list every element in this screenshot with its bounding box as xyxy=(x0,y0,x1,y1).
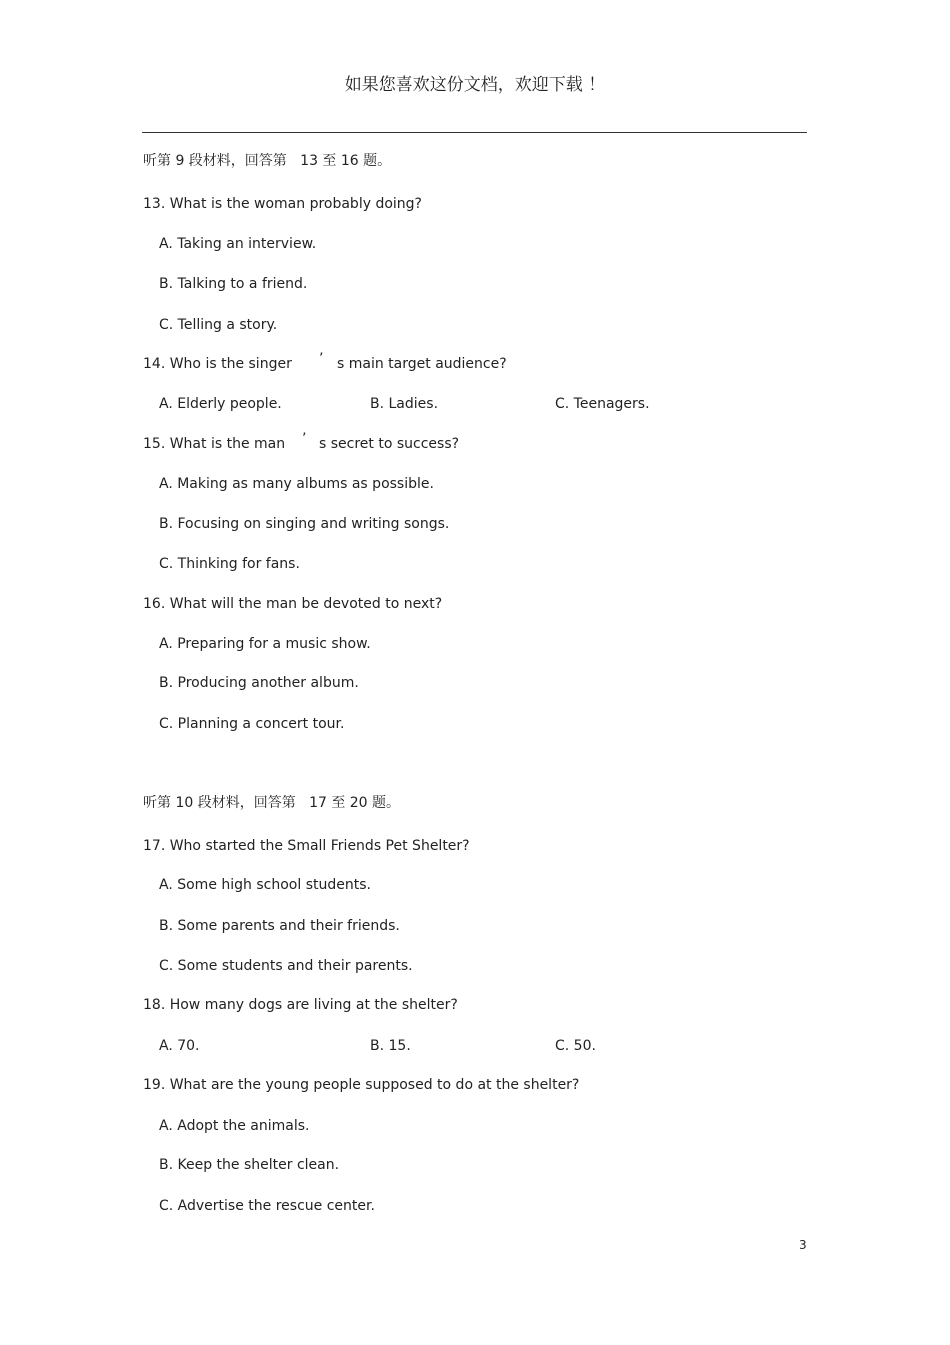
option-19-b: B. Keep the shelter clean. xyxy=(159,1157,340,1173)
section-heading: 听第 9 段材料，回答第 13 至 16 题。 xyxy=(143,153,392,169)
option-18-c: C. 50. xyxy=(555,1038,596,1054)
option-19-a: A. Adopt the animals. xyxy=(159,1118,310,1134)
option-18-b: B. 15. xyxy=(370,1038,411,1054)
question-15-part-b: s secret to success? xyxy=(319,436,460,452)
question-15-part-a: 15. What is the man xyxy=(143,436,286,452)
question-15-apostrophe: ’ xyxy=(302,431,307,447)
question-14-part-b: s main target audience? xyxy=(337,356,507,372)
page-header-title: 如果您喜欢这份文档，欢迎下载 ！ xyxy=(344,75,606,95)
header-divider xyxy=(142,132,807,133)
option-18-a: A. 70. xyxy=(159,1038,200,1054)
option-14-b: B. Ladies. xyxy=(370,396,439,412)
question-14-part-a: 14. Who is the singer xyxy=(143,356,292,372)
question-14-apostrophe: ’ xyxy=(319,351,324,367)
option-17-c: C. Some students and their parents. xyxy=(159,958,413,974)
option-16-c: C. Planning a concert tour. xyxy=(159,716,345,732)
question-18: 18. How many dogs are living at the shelter? xyxy=(143,997,458,1013)
option-15-c: C. Thinking for fans. xyxy=(159,556,300,572)
option-15-a: A. Making as many albums as possible. xyxy=(159,476,434,492)
question-19: 19. What are the young people supposed to do at the shelter? xyxy=(143,1077,580,1093)
option-17-b: B. Some parents and their friends. xyxy=(159,918,400,934)
option-13-c: C. Telling a story. xyxy=(159,317,278,333)
question-13: 13. What is the woman probably doing? xyxy=(143,196,422,212)
page-number: 3 xyxy=(799,1238,807,1252)
option-16-a: A. Preparing for a music show. xyxy=(159,636,371,652)
option-14-c: C. Teenagers. xyxy=(555,396,650,412)
option-13-b: B. Talking to a friend. xyxy=(159,276,308,292)
option-13-a: A. Taking an interview. xyxy=(159,236,317,252)
option-15-b: B. Focusing on singing and writing songs. xyxy=(159,516,450,532)
question-16: 16. What will the man be devoted to next? xyxy=(143,596,443,612)
option-17-a: A. Some high school students. xyxy=(159,877,371,893)
option-19-c: C. Advertise the rescue center. xyxy=(159,1198,375,1214)
option-14-a: A. Elderly people. xyxy=(159,396,282,412)
option-16-b: B. Producing another album. xyxy=(159,675,359,691)
question-17: 17. Who started the Small Friends Pet Shelter? xyxy=(143,838,470,854)
section-heading: 听第 10 段材料，回答第 17 至 20 题。 xyxy=(143,795,401,811)
